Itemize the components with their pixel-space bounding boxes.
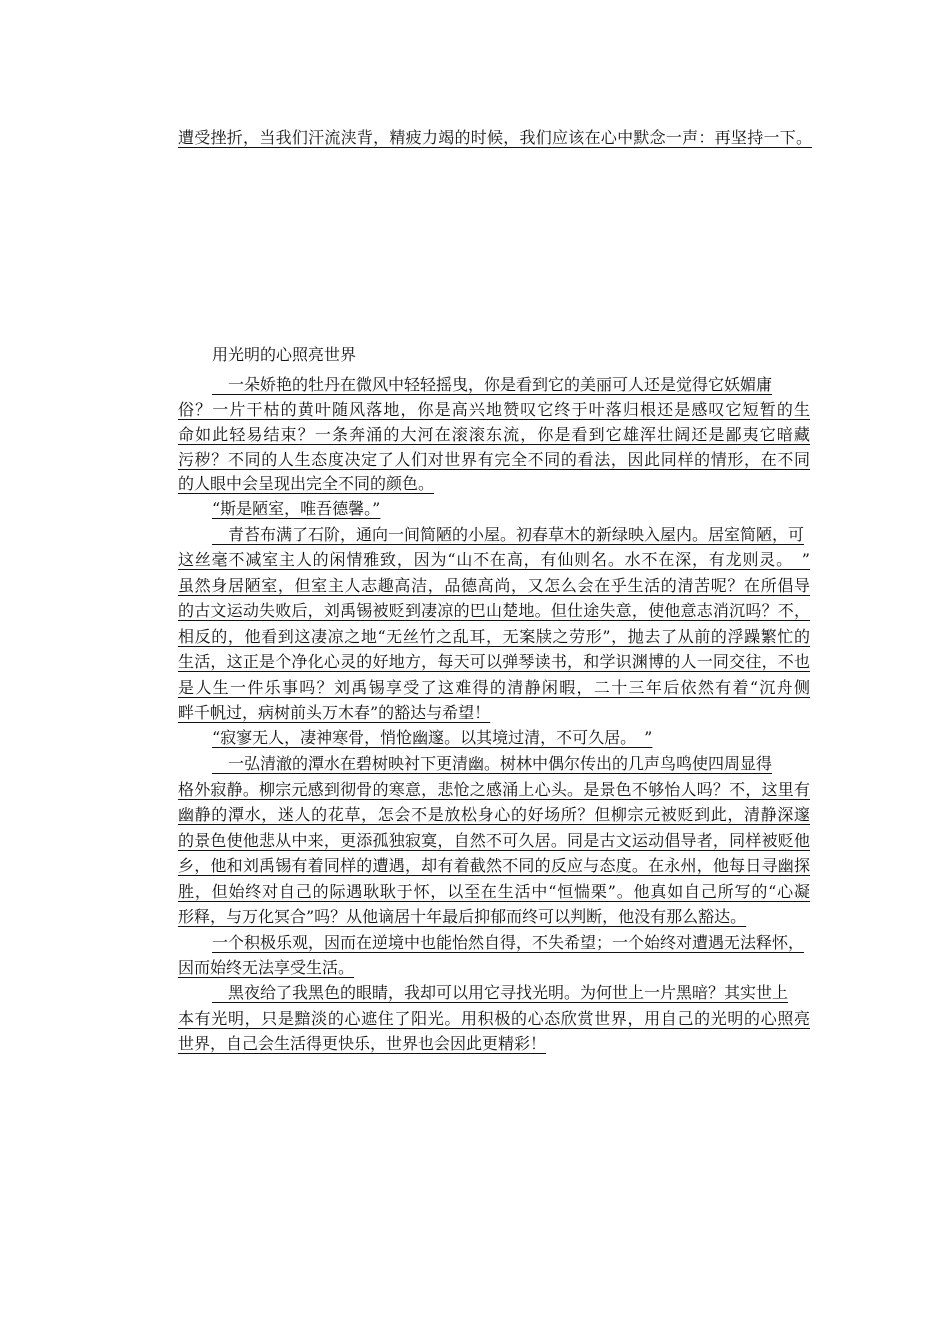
essay-line: 的古文运动失败后，刘禹锡被贬到凄凉的巴山楚地。但仕途失意，使他意志消沉吗？不， — [178, 601, 810, 620]
essay-line: 这丝毫不减室主人的闲情雅致，因为“山不在高，有仙则名。水不在深，有龙则灵。 ” — [178, 550, 810, 569]
top-continuation-line: 遭受挫折，当我们汗流浃背，精疲力竭的时候，我们应该在心中默念一声：再坚持一下。 — [178, 128, 812, 147]
essay-line: 的人眼中会呈现出完全不同的颜色。 — [178, 474, 435, 493]
essay-line: 虽然身居陋室，但室主人志趣高洁，品德高尚，又怎么会在乎生活的清苦呢？在所倡导 — [178, 576, 810, 595]
essay-line: 胜，但始终对自己的际遇耿耿于怀，以至在生活中“恒惴栗”。他真如自己所写的“心凝 — [178, 882, 810, 901]
essay-line: 畔千帆过，病树前头万木春”的豁达与希望！ — [178, 703, 491, 722]
essay-line: 世界，自己会生活得更快乐，世界也会因此更精彩！ — [178, 1034, 547, 1053]
essay-quote: “斯是陋室，唯吾德馨。” — [212, 499, 381, 518]
essay-line: 污秽？不同的人生态度决定了人们对世界有完全不同的看法，因此同样的情形，在不同 — [178, 450, 810, 469]
essay-line: 命如此轻易结束？一条奔涌的大河在滚滚东流，你是看到它雄浑壮阔还是鄙夷它暗藏 — [178, 425, 810, 444]
essay-line: 的景色使他悲从中来，更添孤独寂寞，自然不可久居。同是古文运动倡导者，同样被贬他 — [178, 831, 810, 850]
essay-title: 用光明的心照亮世界 — [212, 345, 357, 364]
essay-line: 格外寂静。柳宗元感到彻骨的寒意，悲怆之感涌上心头。是景色不够怡人吗？不，这里有 — [178, 780, 810, 799]
essay-line: 黑夜给了我黑色的眼睛，我却可以用它寻找光明。为何世上一片黑暗？其实世上 — [212, 983, 789, 1002]
essay-line: 形释，与万化冥合”吗？从他谪居十年最后抑郁而终可以判断，他没有那么豁达。 — [178, 907, 747, 926]
essay-quote: “寂寥无人，凄神寒骨，悄怆幽邃。以其境过清，不可久居。 ” — [212, 728, 653, 747]
essay-line: 乡，他和刘禹锡有着同样的遭遇，却有着截然不同的反应与态度。在永州，他每日寻幽探 — [178, 856, 810, 875]
essay-line: 生活，这正是个净化心灵的好地方，每天可以弹琴读书，和学识渊博的人一同交往，不也 — [178, 652, 810, 671]
essay-line: 因而始终无法享受生活。 — [178, 958, 355, 977]
essay-line: 相反的，他看到这凄凉之地“无丝竹之乱耳，无案牍之劳形”，抛去了从前的浮躁繁忙的 — [178, 627, 810, 646]
essay-line: 俗？一片干枯的黄叶随风落地，你是高兴地赞叹它终于叶落归根还是感叹它短暂的生 — [178, 400, 810, 419]
essay-line: 是人生一件乐事吗？刘禹锡享受了这难得的清静闲暇，二十三年后依然有着“沉舟侧 — [178, 678, 810, 697]
essay-line: 幽静的潭水，迷人的花草，怎会不是放松身心的好场所？但柳宗元被贬到此，清静深邃 — [178, 805, 810, 824]
essay-line: 一个积极乐观，因而在逆境中也能怡然自得，不失希望；一个始终对遭遇无法释怀， — [212, 933, 805, 952]
essay-line: 本有光明，只是黯淡的心遮住了阳光。用积极的心态欣赏世界，用自己的光明的心照亮 — [178, 1009, 810, 1028]
essay-line: 青苔布满了石阶，通向一间简陋的小屋。初春草木的新绿映入屋内。居室简陋，可 — [212, 525, 805, 544]
essay-line: 一弘清澈的潭水在碧树映衬下更清幽。树林中偶尔传出的几声鸟鸣使四周显得 — [212, 754, 773, 773]
essay-line: 一朵娇艳的牡丹在微风中轻轻摇曳，你是看到它的美丽可人还是觉得它妖媚庸 — [212, 375, 773, 394]
